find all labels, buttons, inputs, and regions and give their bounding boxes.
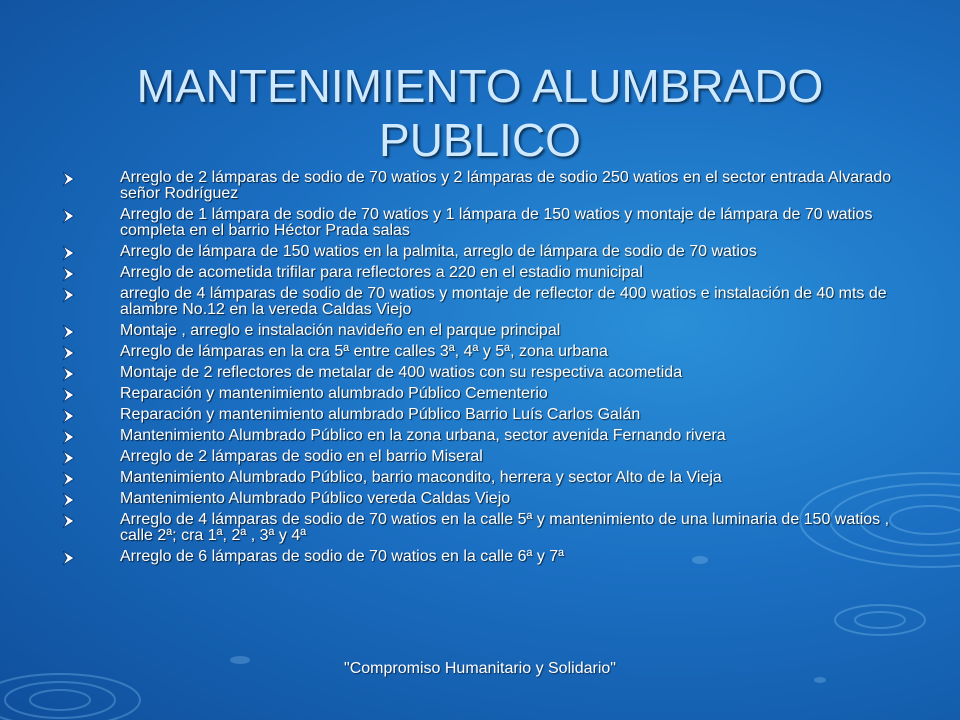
- list-item: [62, 365, 912, 381]
- list-item: [62, 512, 912, 544]
- arrow-bullet-icon: [62, 450, 76, 466]
- list-item: [62, 549, 912, 565]
- arrow-bullet-icon: [62, 208, 76, 224]
- arrow-bullet-icon: [62, 245, 76, 261]
- arrow-bullet-icon: [62, 387, 76, 403]
- list-item: [62, 265, 912, 281]
- list-item-text: Arreglo de lámpara de 150 watios en la palmita, arreglo de lámpara de sodio de 70 watios: [120, 243, 757, 260]
- arrow-bullet-icon: [62, 492, 76, 508]
- list-item: [62, 207, 912, 239]
- arrow-bullet-icon: [62, 287, 76, 303]
- list-item-text: Arreglo de 6 lámparas de sodio de 70 watios en la calle 6ª y 7ª: [120, 548, 565, 565]
- list-item: [62, 491, 912, 507]
- list-item: [62, 386, 912, 402]
- list-item: [62, 407, 912, 423]
- list-item: [62, 286, 912, 318]
- arrow-bullet-icon: [62, 266, 76, 282]
- page-title: MANTENIMIENTO ALUMBRADO PUBLICO: [136, 59, 824, 166]
- arrow-bullet-icon: [62, 345, 76, 361]
- list-item: [62, 323, 912, 339]
- list-item-text: Mantenimiento Alumbrado Público, barrio macondito, herrera y sector Alto de la Vieja: [120, 469, 722, 486]
- footer-text: "Compromiso Humanitario y Solidario": [344, 660, 616, 677]
- list-item-text: Arreglo de lámparas en la cra 5ª entre calles 3ª, 4ª y 5ª, zona urbana: [120, 343, 608, 360]
- list-item-text: Montaje , arreglo e instalación navideño en el parque principal: [120, 322, 561, 339]
- list-item-text: Reparación y mantenimiento alumbrado Público Barrio Luís Carlos Galán: [120, 406, 641, 423]
- list-item: [62, 470, 912, 486]
- arrow-bullet-icon: [62, 471, 76, 487]
- list-item-text: arreglo de 4 lámparas de sodio de 70 watios y montaje de reflector de 400 watios e instalación de 40 mts de alambre No.12 en la vereda Caldas Viejo: [120, 285, 887, 318]
- bullet-list: [62, 170, 912, 570]
- list-item-text: Arreglo de 4 lámparas de sodio de 70 watios en la calle 5ª y mantenimiento de una luminaria de 150 watios , calle 2ª; cra 1ª, 2ª , 3ª y 4ª: [120, 511, 890, 544]
- arrow-bullet-icon: [62, 550, 76, 566]
- list-item-text: Arreglo de 2 lámparas de sodio en el barrio Miseral: [120, 448, 483, 465]
- list-item-text: Mantenimiento Alumbrado Público en la zona urbana, sector avenida Fernando rivera: [120, 427, 726, 444]
- list-item-text: Arreglo de 2 lámparas de sodio de 70 watios y 2 lámparas de sodio 250 watios en el sector entrada Alvarado señor Rodríguez: [120, 169, 892, 202]
- arrow-bullet-icon: [62, 429, 76, 445]
- list-item-text: Montaje de 2 reflectores de metalar de 400 watios con su respectiva acometida: [120, 364, 683, 381]
- list-item: [62, 170, 912, 202]
- arrow-bullet-icon: [62, 513, 76, 529]
- list-item-text: Arreglo de 1 lámpara de sodio de 70 watios y 1 lámpara de 150 watios y montaje de lámpara de 70 watios completa en el barrio Héctor Prada salas: [120, 206, 873, 239]
- list-item: [62, 449, 912, 465]
- list-item: [62, 344, 912, 360]
- arrow-bullet-icon: [62, 324, 76, 340]
- arrow-bullet-icon: [62, 408, 76, 424]
- arrow-bullet-icon: [62, 366, 76, 382]
- list-item: [62, 428, 912, 444]
- list-item-text: Arreglo de acometida trifilar para reflectores a 220 en el estadio municipal: [120, 264, 643, 281]
- list-item-text: Reparación y mantenimiento alumbrado Público Cementerio: [120, 385, 548, 402]
- list-item: [62, 244, 912, 260]
- arrow-bullet-icon: [62, 171, 76, 187]
- list-item-text: Mantenimiento Alumbrado Público vereda Caldas Viejo: [120, 490, 511, 507]
